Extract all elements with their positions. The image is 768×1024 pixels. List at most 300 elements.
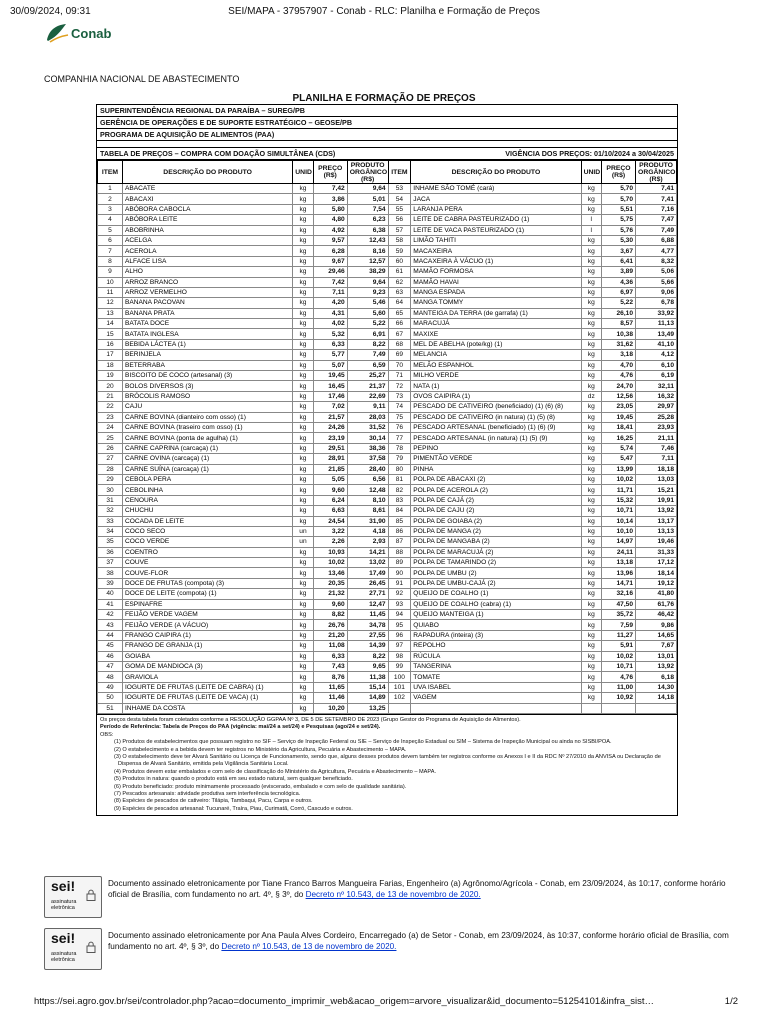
product-description: ABÓBORA CABOCLA xyxy=(122,204,292,214)
product-description: RAPADURA (inteira) (3) xyxy=(411,630,581,640)
table-row xyxy=(98,329,677,339)
product-description: JACA xyxy=(411,194,581,204)
table-row xyxy=(98,184,677,194)
price: 29,51 xyxy=(313,443,347,453)
product-description: COENTRO xyxy=(122,547,292,557)
organic-price: 34,78 xyxy=(347,620,388,630)
organic-price: 9,06 xyxy=(636,287,677,297)
product-description: OVOS CAIPIRA (1) xyxy=(411,391,581,401)
conab-logo xyxy=(44,22,111,44)
item-number: 45 xyxy=(98,641,123,651)
organic-price: 8,61 xyxy=(347,506,388,516)
unit: l xyxy=(581,215,601,225)
item-number: 63 xyxy=(388,287,411,297)
unit: kg xyxy=(581,329,601,339)
item-number: 11 xyxy=(98,287,123,297)
price: 3,18 xyxy=(601,350,635,360)
organic-price: 11,38 xyxy=(347,672,388,682)
unit: kg xyxy=(581,204,601,214)
table-row xyxy=(98,298,677,308)
price: 32,16 xyxy=(601,589,635,599)
price: 5,77 xyxy=(313,350,347,360)
product-description: POLPA DE UMBU (2) xyxy=(411,568,581,578)
note-item: (1) Produtos de estabelecimentos que possuam registro no SIF – Serviço de Inspeção Federal ou SIE – Serviço de Inspeção Estadual ou SIM – Sistema de Inspeção Municipal ou ainda no SISBI/POA. xyxy=(114,739,612,746)
notes-section xyxy=(97,714,677,815)
item-number: 33 xyxy=(98,516,123,526)
item-number: 66 xyxy=(388,319,411,329)
product-description: QUEIJO MANTEIGA (1) xyxy=(411,610,581,620)
organic-price: 28,03 xyxy=(347,412,388,422)
item-number: 42 xyxy=(98,610,123,620)
col-price: PREÇO (R$) xyxy=(313,161,347,184)
price: 6,41 xyxy=(601,256,635,266)
unit: kg xyxy=(293,350,313,360)
price: 24,26 xyxy=(313,422,347,432)
product-description: ARROZ VERMELHO xyxy=(122,287,292,297)
product-description: MAMÃO HAVAI xyxy=(411,277,581,287)
item-number: 38 xyxy=(98,568,123,578)
unit: un xyxy=(293,537,313,547)
price: 11,00 xyxy=(601,682,635,692)
item-number: 17 xyxy=(98,350,123,360)
table-row xyxy=(98,319,677,329)
decree-link[interactable]: Decreto nº 10.543, de 13 de novembro de 2020. xyxy=(305,890,481,899)
unit: kg xyxy=(581,599,601,609)
price: 20,35 xyxy=(313,578,347,588)
price: 29,46 xyxy=(313,267,347,277)
organic-price: 7,11 xyxy=(636,454,677,464)
price: 13,46 xyxy=(313,568,347,578)
price: 8,82 xyxy=(313,610,347,620)
item-number: 31 xyxy=(98,495,123,505)
price: 11,08 xyxy=(313,641,347,651)
table-header-row xyxy=(98,161,677,184)
unit: kg xyxy=(293,381,313,391)
organic-price: 6,38 xyxy=(347,225,388,235)
organic-price: 6,59 xyxy=(347,360,388,370)
unit: kg xyxy=(581,422,601,432)
table-row xyxy=(98,641,677,651)
table-row xyxy=(98,682,677,692)
unit: kg xyxy=(293,651,313,661)
price: 6,33 xyxy=(313,339,347,349)
product-description: CENOURA xyxy=(122,495,292,505)
price: 5,32 xyxy=(313,329,347,339)
unit: kg xyxy=(293,589,313,599)
item-number: 50 xyxy=(98,693,123,703)
organic-price: 41,10 xyxy=(636,339,677,349)
price: 7,42 xyxy=(313,184,347,194)
unit: dz xyxy=(581,391,601,401)
unit: kg xyxy=(293,184,313,194)
item-number: 54 xyxy=(388,194,411,204)
sei-logo-text: sei! xyxy=(51,930,76,946)
table-row xyxy=(98,661,677,671)
unit: kg xyxy=(581,682,601,692)
price: 2,26 xyxy=(313,537,347,547)
table-row xyxy=(98,308,677,318)
table-row xyxy=(98,412,677,422)
unit: kg xyxy=(293,474,313,484)
organic-price: 17,12 xyxy=(636,558,677,568)
col-desc: DESCRIÇÃO DO PRODUTO xyxy=(122,161,292,184)
product-description: MILHO VERDE xyxy=(411,371,581,381)
item-number: 44 xyxy=(98,630,123,640)
product-description: ABACATE xyxy=(122,184,292,194)
product-description: FEIJÃO VERDE (A VÁCUO) xyxy=(122,620,292,630)
price: 5,47 xyxy=(601,454,635,464)
table-row xyxy=(98,672,677,682)
item-number: 77 xyxy=(388,433,411,443)
item-number: 73 xyxy=(388,391,411,401)
price: 5,70 xyxy=(601,184,635,194)
product-description: MANGA TOMMY xyxy=(411,298,581,308)
organic-price: 5,66 xyxy=(636,277,677,287)
unit: kg xyxy=(581,194,601,204)
price: 3,22 xyxy=(313,526,347,536)
organic-price: 19,12 xyxy=(636,578,677,588)
table-row xyxy=(98,693,677,703)
sei-logo-text: sei! xyxy=(51,878,76,894)
price: 21,20 xyxy=(313,630,347,640)
product-description: BRÓCOLIS RAMOSO xyxy=(122,391,292,401)
unit: kg xyxy=(581,339,601,349)
item-number: 28 xyxy=(98,464,123,474)
product-description: POLPA DE UMBU-CAJÁ (2) xyxy=(411,578,581,588)
table-row xyxy=(98,256,677,266)
organic-price: 61,76 xyxy=(636,599,677,609)
price: 5,51 xyxy=(601,204,635,214)
organic-price: 26,45 xyxy=(347,578,388,588)
item-number: 62 xyxy=(388,277,411,287)
unit: kg xyxy=(293,319,313,329)
table-row xyxy=(98,558,677,568)
product-description: ACELGA xyxy=(122,235,292,245)
organic-price: 9,65 xyxy=(347,661,388,671)
organic-price: 33,92 xyxy=(636,308,677,318)
unit: kg xyxy=(581,568,601,578)
product-description: PIMENTÃO VERDE xyxy=(411,454,581,464)
organic-price: 7,54 xyxy=(347,204,388,214)
organic-price: 6,56 xyxy=(347,474,388,484)
price: 11,46 xyxy=(313,693,347,703)
item-number: 79 xyxy=(388,454,411,464)
product-description: FEIJÃO VERDE VAGEM xyxy=(122,610,292,620)
table-row xyxy=(98,578,677,588)
organic-price: 7,41 xyxy=(636,184,677,194)
organic-price: 6,88 xyxy=(636,235,677,245)
unit: kg xyxy=(581,277,601,287)
price: 6,24 xyxy=(313,495,347,505)
unit: kg xyxy=(581,412,601,422)
product-description: POLPA DE MANGA (2) xyxy=(411,526,581,536)
price: 9,67 xyxy=(313,256,347,266)
organic-price: 14,89 xyxy=(347,693,388,703)
item-number: 56 xyxy=(388,215,411,225)
item-number: 46 xyxy=(98,651,123,661)
unit: kg xyxy=(581,578,601,588)
price: 16,45 xyxy=(313,381,347,391)
product-description: DOCE DE LEITE (compota) (1) xyxy=(122,589,292,599)
note-item: (7) Pescados artesanais: atividade produtiva sem interferência tecnológica. xyxy=(114,790,301,797)
organic-price: 7,47 xyxy=(636,215,677,225)
unit: kg xyxy=(293,703,313,713)
decree-link[interactable]: Decreto nº 10.543, de 13 de novembro de 2020. xyxy=(221,942,397,951)
price: 4,92 xyxy=(313,225,347,235)
item-number: 14 xyxy=(98,319,123,329)
page-number: 1/2 xyxy=(724,996,738,1007)
unit: kg xyxy=(581,381,601,391)
table-row xyxy=(98,194,677,204)
unit: kg xyxy=(293,298,313,308)
logo-text: Conab xyxy=(71,25,112,41)
item-number: 1 xyxy=(98,184,123,194)
product-description: GRAVIOLA xyxy=(122,672,292,682)
price: 9,60 xyxy=(313,485,347,495)
unit: kg xyxy=(293,547,313,557)
product-description: FRANGO CAIPIRA (1) xyxy=(122,630,292,640)
product-description: CAJU xyxy=(122,402,292,412)
organic-price xyxy=(636,703,677,713)
organic-price: 32,11 xyxy=(636,381,677,391)
sei-badge-subtitle: assinatura eletrônica xyxy=(51,951,77,963)
product-description: IOGURTE DE FRUTAS (LEITE DE CABRA) (1) xyxy=(122,682,292,692)
item-number: 15 xyxy=(98,329,123,339)
item-number: 102 xyxy=(388,693,411,703)
item-number: 91 xyxy=(388,578,411,588)
unit: kg xyxy=(581,610,601,620)
product-description: LEITE DE VACA PASTEURIZADO (1) xyxy=(411,225,581,235)
price: 4,20 xyxy=(313,298,347,308)
item-number: 64 xyxy=(388,298,411,308)
organic-price: 9,23 xyxy=(347,287,388,297)
price: 13,18 xyxy=(601,558,635,568)
item-number: 21 xyxy=(98,391,123,401)
unit: kg xyxy=(293,516,313,526)
col-item: ITEM xyxy=(98,161,123,184)
product-description: DOCE DE FRUTAS (compota) (3) xyxy=(122,578,292,588)
unit: kg xyxy=(581,298,601,308)
unit xyxy=(581,703,601,713)
table-row xyxy=(98,391,677,401)
item-number: 10 xyxy=(98,277,123,287)
table-row xyxy=(98,599,677,609)
unit: kg xyxy=(581,558,601,568)
organic-price: 12,47 xyxy=(347,599,388,609)
signature-text xyxy=(108,928,734,970)
gerencia-line: GERÊNCIA DE OPERAÇÕES E DE SUPORTE ESTRATÉGICO – GEOSE/PB xyxy=(97,117,677,129)
item-number: 16 xyxy=(98,339,123,349)
price: 10,38 xyxy=(601,329,635,339)
organic-price: 8,22 xyxy=(347,651,388,661)
organic-price: 23,93 xyxy=(636,422,677,432)
organic-price: 31,90 xyxy=(347,516,388,526)
price: 6,63 xyxy=(313,506,347,516)
organic-price: 14,39 xyxy=(347,641,388,651)
sei-signature-badge xyxy=(44,928,102,970)
item-number: 59 xyxy=(388,246,411,256)
document-title: PLANILHA E FORMAÇÃO DE PREÇOS xyxy=(292,93,476,104)
organic-price: 14,21 xyxy=(347,547,388,557)
organic-price: 13,13 xyxy=(636,526,677,536)
unit: kg xyxy=(581,402,601,412)
signature-text xyxy=(108,876,734,918)
product-description: TANGERINA xyxy=(411,661,581,671)
product-description: ABOBRINHA xyxy=(122,225,292,235)
organic-price: 27,55 xyxy=(347,630,388,640)
organic-price: 6,19 xyxy=(636,371,677,381)
item-number: 23 xyxy=(98,412,123,422)
unit: kg xyxy=(581,693,601,703)
item-number: 22 xyxy=(98,402,123,412)
note-item: (3) O estabelecimento deve ter Alvará Sanitário ou Licença de Funcionamento, sendo que, alguns desses produtos devem também ter registros conforme os Anexos I e II da RDC Nº 27/2010 da ANVISA ou Declaração de Dispensa de Alvará Sanitário, emitida pela Vigilância Sanitária Local. xyxy=(114,753,661,768)
organic-price: 17,49 xyxy=(347,568,388,578)
note-item: (6) Produto beneficiado: produto minimamente processado (eviscerado, embalado e com selo de qualidade sanitária). xyxy=(114,783,407,790)
table-title: TABELA DE PREÇOS – COMPRA COM DOAÇÃO SIMULTÂNEA (CDS) xyxy=(100,149,336,158)
product-description: POLPA DE CAJÁ (2) xyxy=(411,495,581,505)
organic-price: 19,91 xyxy=(636,495,677,505)
organic-price: 5,60 xyxy=(347,308,388,318)
item-number: 87 xyxy=(388,537,411,547)
item-number: 12 xyxy=(98,298,123,308)
unit: kg xyxy=(581,495,601,505)
lock-icon xyxy=(86,941,96,953)
organic-price: 7,67 xyxy=(636,641,677,651)
organic-price: 13,03 xyxy=(636,474,677,484)
page-url: https://sei.agro.gov.br/sei/controlador.php?acao=documento_imprimir_web&acao_origem=arvore_visualizar&id_documento=51254101&infra_sist… xyxy=(34,996,655,1007)
organic-price: 13,92 xyxy=(636,506,677,516)
product-description: POLPA DE ACEROLA (2) xyxy=(411,485,581,495)
price: 5,80 xyxy=(313,204,347,214)
item-number: 34 xyxy=(98,526,123,536)
table-title-row xyxy=(97,148,677,160)
item-number: 93 xyxy=(388,599,411,609)
item-number: 8 xyxy=(98,256,123,266)
table-row xyxy=(98,516,677,526)
table-row xyxy=(98,433,677,443)
price: 10,02 xyxy=(601,651,635,661)
item-number: 90 xyxy=(388,568,411,578)
unit: kg xyxy=(581,547,601,557)
item-number: 69 xyxy=(388,350,411,360)
table-row xyxy=(98,568,677,578)
table-row xyxy=(98,630,677,640)
item-number: 96 xyxy=(388,630,411,640)
organic-price: 14,18 xyxy=(636,693,677,703)
price: 3,89 xyxy=(601,267,635,277)
price: 10,20 xyxy=(313,703,347,713)
price: 7,43 xyxy=(313,661,347,671)
product-description: MACAXEIRA xyxy=(411,246,581,256)
spacer-row xyxy=(97,141,677,148)
price: 10,92 xyxy=(601,693,635,703)
table-row xyxy=(98,495,677,505)
item-number: 30 xyxy=(98,485,123,495)
item-number: 81 xyxy=(388,474,411,484)
product-description: ACEROLA xyxy=(122,246,292,256)
organic-price: 12,57 xyxy=(347,256,388,266)
price: 9,57 xyxy=(313,235,347,245)
table-row xyxy=(98,277,677,287)
product-description: COCADA DE LEITE xyxy=(122,516,292,526)
price: 5,76 xyxy=(601,225,635,235)
unit: kg xyxy=(581,235,601,245)
table-row xyxy=(98,350,677,360)
item-number: 24 xyxy=(98,422,123,432)
price: 10,71 xyxy=(601,661,635,671)
item-number: 57 xyxy=(388,225,411,235)
organic-price: 15,21 xyxy=(636,485,677,495)
product-description: PESCADO DE CATIVEIRO (beneficiado) (1) (6) (8) xyxy=(411,402,581,412)
price-table xyxy=(97,160,677,714)
price: 10,14 xyxy=(601,516,635,526)
product-description: CARNE OVINA (carcaça) (1) xyxy=(122,454,292,464)
product-description: BATATA INGLESA xyxy=(122,329,292,339)
unit: kg xyxy=(293,443,313,453)
unit: kg xyxy=(581,184,601,194)
product-description: MANTEIGA DA TERRA (de garrafa) (1) xyxy=(411,308,581,318)
item-number: 68 xyxy=(388,339,411,349)
unit: kg xyxy=(293,287,313,297)
item-number: 84 xyxy=(388,506,411,516)
table-row xyxy=(98,402,677,412)
table-row xyxy=(98,225,677,235)
product-description: CHUCHU xyxy=(122,506,292,516)
unit: kg xyxy=(293,391,313,401)
price: 13,96 xyxy=(601,568,635,578)
item-number: 6 xyxy=(98,235,123,245)
unit: kg xyxy=(581,672,601,682)
validity-period: VIGÊNCIA DOS PREÇOS: 01/10/2024 a 30/04/2025 xyxy=(505,149,674,158)
unit: kg xyxy=(293,433,313,443)
product-description: BEBIDA LÁCTEA (1) xyxy=(122,339,292,349)
price: 4,36 xyxy=(601,277,635,287)
product-description: MEL DE ABELHA (pote/kg) (1) xyxy=(411,339,581,349)
product-description: ABACAXI xyxy=(122,194,292,204)
item-number: 67 xyxy=(388,329,411,339)
table-row xyxy=(98,526,677,536)
product-description: ESPINAFRE xyxy=(122,599,292,609)
unit: kg xyxy=(581,506,601,516)
organic-price: 22,69 xyxy=(347,391,388,401)
table-row xyxy=(98,215,677,225)
col-organic: PRODUTO ORGÂNICO (R$) xyxy=(347,161,388,184)
unit: kg xyxy=(293,693,313,703)
col-unit: UNID xyxy=(293,161,313,184)
signature-statement: Documento assinado eletronicamente por Tiane Franco Barros Mangueira Farias, Engenheiro (a) Agrônomo/Agrícola - Conab, em 23/09/2024, às 10:17, conforme horário oficial de Brasília, com fundamento no art. 4º, § 3º, do xyxy=(108,879,726,899)
unit: kg xyxy=(581,526,601,536)
organic-price: 19,46 xyxy=(636,537,677,547)
price: 47,50 xyxy=(601,599,635,609)
organic-price: 9,64 xyxy=(347,277,388,287)
product-description: BOLOS DIVERSOS (3) xyxy=(122,381,292,391)
unit: kg xyxy=(581,350,601,360)
price: 10,93 xyxy=(313,547,347,557)
table-row xyxy=(98,589,677,599)
item-number: 61 xyxy=(388,267,411,277)
price: 23,05 xyxy=(601,402,635,412)
product-description: MANGA ESPADA xyxy=(411,287,581,297)
item-number: 32 xyxy=(98,506,123,516)
unit: kg xyxy=(581,641,601,651)
price: 10,02 xyxy=(313,558,347,568)
item-number: 83 xyxy=(388,495,411,505)
organic-price: 29,97 xyxy=(636,402,677,412)
organic-price: 4,12 xyxy=(636,350,677,360)
unit: kg xyxy=(293,682,313,692)
item-number: 65 xyxy=(388,308,411,318)
superintendencia-line: SUPERINTENDÊNCIA REGIONAL DA PARAÍBA – SUREG/PB xyxy=(97,105,677,117)
